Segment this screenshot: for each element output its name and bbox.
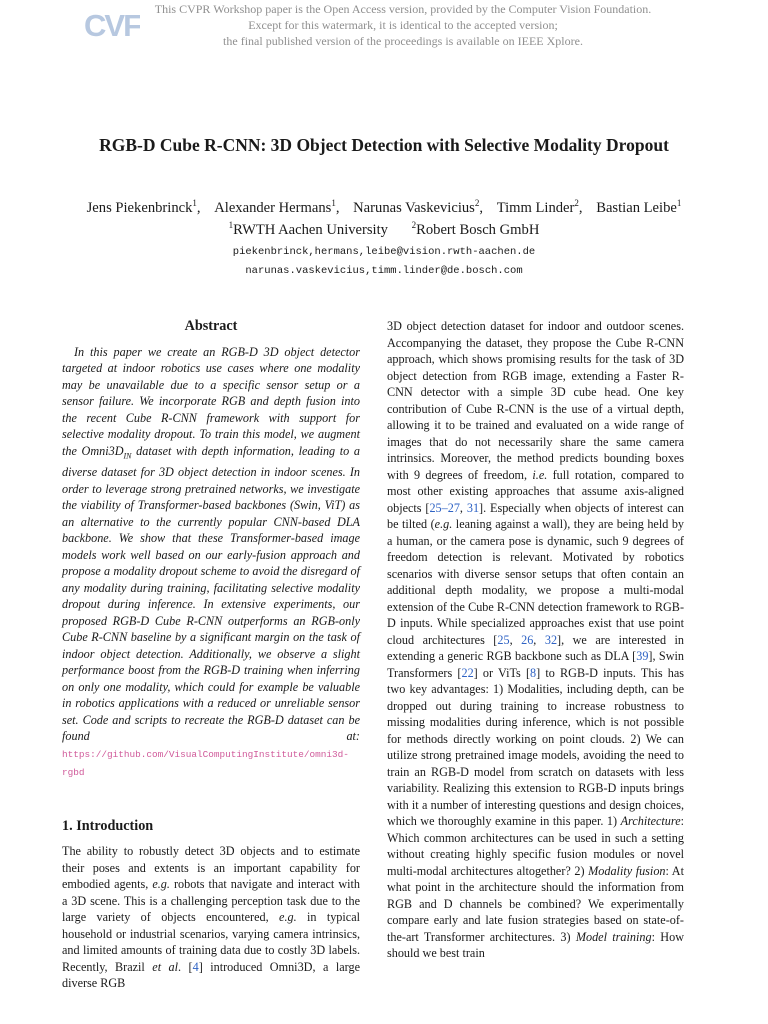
citation-link[interactable]: 27 bbox=[447, 500, 460, 515]
citation-range-dash: – bbox=[441, 500, 448, 515]
author-name: Bastian Leibe bbox=[596, 200, 677, 216]
author-affiliation-mark: 1 bbox=[192, 198, 197, 209]
citation-link[interactable]: 32 bbox=[544, 632, 558, 647]
author-affiliation-mark: 2 bbox=[574, 198, 579, 209]
abstract-heading: Abstract bbox=[184, 318, 238, 334]
left-column bbox=[62, 318, 360, 992]
author-list bbox=[20, 198, 748, 218]
body-text: ], Swin Transformers [ bbox=[387, 649, 684, 680]
right-column bbox=[387, 318, 684, 962]
body-text: , bbox=[459, 500, 467, 515]
cvf-logo bbox=[82, 6, 140, 42]
author: Jens Piekenbrinck$^1$, bbox=[86, 198, 201, 216]
citation-link[interactable]: 8 bbox=[530, 665, 537, 680]
author-affiliation-mark: 2 bbox=[474, 198, 480, 209]
email-list bbox=[20, 243, 748, 281]
citation-link[interactable]: 39 bbox=[636, 649, 649, 663]
body-italic: i.e. bbox=[532, 467, 548, 482]
citation-link[interactable]: 31 bbox=[466, 500, 480, 515]
abstract-text: In this paper we create an RGB-D 3D object detector targeted at indoor robotics use cases where one modality may be unavailable due to a specific sensor setup or a sensor failure. We incorporate RGB and depth fusion into the recent Cube R-CNN framework with support for selective modality dropout. To train this model, we augment the Omni3D bbox=[62, 344, 360, 458]
affiliation-name: RWTH Aachen University bbox=[233, 222, 388, 238]
author-affiliation-mark: 1 bbox=[676, 198, 682, 209]
body-italic: Model training bbox=[575, 929, 652, 944]
author-affiliation-mark: 1 bbox=[331, 198, 336, 209]
author-name: Jens Piekenbrinck bbox=[86, 200, 193, 216]
introduction-paragraph bbox=[62, 843, 360, 992]
affiliation-mark: 1 bbox=[228, 220, 234, 231]
watermark-notice bbox=[150, 1, 656, 49]
affiliation bbox=[229, 222, 388, 238]
citation-link[interactable]: 26 bbox=[521, 632, 534, 647]
intro-italic: et al bbox=[152, 959, 179, 974]
body-italic: Modality fusion bbox=[588, 863, 666, 878]
body-text: ] to RGB-D inputs. This has two key advantages: 1) Modalities, including depth, can be dropped out during training to increase robustness to missing modalities during inference, which is not possible for methods directly working on point clouds. 2) We can utilize strong pretrained image models, avoiding the need to train an RGB-D model from scratch on datasets with less variability. Realizing this extension to RGB-D inputs brings with it a number of interesting questions and design choices, which we thoroughly examine in this paper. 1) bbox=[387, 665, 685, 828]
paper-title: RGB-D Cube R-CNN: 3D Object Detection with Selective Modality Dropout bbox=[99, 135, 669, 155]
citation-link[interactable]: 4 bbox=[192, 959, 199, 974]
affiliation-name: Robert Bosch GmbH bbox=[416, 222, 540, 238]
intro-text: ] introduced Omni3D, a large diverse RGB bbox=[62, 959, 360, 991]
body-text: , bbox=[509, 632, 522, 647]
body-text: leaning against a wall), they are being held by a human, or the camera pose is dynamic, such 9 degrees of freedom detection is relevant. Motivated by robotics scenarios with diverse sensor setups that often contain an additional depth modality, we propose a multi-modal extension of the Cube R-CNN detection framework to RGB-D inputs. While specialized approaches exist that use point cloud architectures [ bbox=[387, 517, 685, 647]
author-name: Alexander Hermans bbox=[214, 200, 332, 216]
email-line: narunas.vaskevicius,timm.linder@de.bosch.com bbox=[245, 265, 523, 277]
intro-italic: e.g. bbox=[152, 877, 170, 892]
author bbox=[596, 200, 681, 216]
author-name: Narunas Vaskevicius bbox=[353, 200, 475, 216]
affiliation-mark: 2 bbox=[411, 220, 417, 231]
body-text: : How should we best train bbox=[387, 929, 684, 960]
email-line: piekenbrinck,hermans,leibe@vision.rwth-aachen.de bbox=[232, 246, 536, 258]
abstract-subscript: IN bbox=[123, 450, 132, 460]
body-text: full rotation, compared to most other existing approaches that assume axis-aligned objects [ bbox=[387, 467, 684, 515]
author: Narunas Vaskevicius$^2$, bbox=[353, 198, 484, 216]
abstract-body bbox=[62, 344, 360, 782]
cvf-logo-text: CVF bbox=[84, 8, 140, 42]
body-text: 3D object detection dataset for indoor and outdoor scenes. Accompanying the dataset, they propose the Cube R-CNN approach, which shows promising results for the task of 3D object detection from RGB image, extending a Faster R-CNN detector with a simple 3D cube head. One key contribution of Cube R-CNN is the use of a virtual depth, allowing it to be trained and evaluated on a wide range of images that do not necessarily share the same camera intrinsics. Moreover, the method predicts bounding boxes with 9 degrees of freedom, bbox=[387, 319, 684, 482]
watermark-line-3: the final published version of the proceedings is available on IEEE Xplore. bbox=[223, 34, 583, 48]
body-text: , bbox=[533, 632, 545, 647]
intro-text: . [ bbox=[178, 959, 193, 974]
body-italic: e.g. bbox=[434, 517, 453, 531]
body-text: : At what point in the architecture should the information from RGB and D channels be combined? We experimentally compare early and late fusion strategies based on state-of-the-art Transformer architectures. 3) bbox=[387, 863, 684, 944]
body-text: ]. Especially when objects of interest can be tilted ( bbox=[387, 500, 684, 531]
body-text: ] or ViTs [ bbox=[473, 665, 531, 680]
author: Alexander Hermans$^1$, bbox=[214, 198, 340, 216]
intro-text: robots that navigate and interact with a 3D scene. This is a challenging perception task due to the large variety of objects encountered, bbox=[62, 877, 360, 925]
body-italic: Architecture bbox=[620, 814, 681, 828]
body-text: : Which common architectures can be used in such a setting without creating highly specific fusion modules or novel multi-modal architectures altogether? 2) bbox=[387, 814, 684, 878]
code-repository-link[interactable]: https://github.com/VisualComputingInstitute/omni3d-rgbd bbox=[62, 748, 349, 779]
section-heading-introduction: 1. Introduction bbox=[62, 817, 154, 834]
watermark-line-1: This CVPR Workshop paper is the Open Access version, provided by the Computer Vision Foundation. bbox=[154, 2, 652, 16]
watermark-line-2: Except for this watermark, it is identical to the accepted version; bbox=[248, 18, 558, 32]
abstract-text-continued: dataset with depth information, leading to a diverse dataset for 3D object detection in indoor scenes. In order to leverage strong pretrained networks, we investigate the viability of Transformer-based backbones (Swin, ViT) as an alternative to the currently popular CNN-based DLA backbone. We show that these Transformer-based image models work well based on our early-fusion approach and propose a modality dropout scheme to avoid the disregard of any modality during training, facilitating selective modality dropout during inference. In extensive experiments, our proposed RGB-D Cube R-CNN outperforms an RGB-only Cube R-CNN baseline by a significant margin on the task of indoor object detection. Additionally, we observe a slight performance boost from the RGB-D training when inferring on only one modality, which could for example be valuable in robotics applications with a reduced or unreliable sensor set. Code and scripts to recreate the RGB-D dataset can be found at: bbox=[62, 443, 360, 744]
author-name: Timm Linder bbox=[496, 200, 575, 216]
intro-italic: e.g. bbox=[279, 910, 297, 925]
citation-link[interactable]: 22 bbox=[461, 665, 474, 680]
intro-text: in typical household or industrial scenarios, varying camera intrinsics, and limited amounts of training data due to costly 3D labels. Recently, Brazil bbox=[62, 910, 360, 974]
author: Timm Linder$^2$, bbox=[496, 198, 583, 216]
affiliation bbox=[412, 222, 540, 238]
intro-text: The ability to robustly detect 3D objects and to estimate their poses and extents is an important capability for embodied agents, bbox=[62, 844, 360, 892]
right-column-paragraph bbox=[387, 318, 684, 962]
citation-link[interactable]: 25 bbox=[497, 632, 510, 647]
affiliation-list bbox=[20, 220, 748, 240]
citation-link[interactable]: 25 bbox=[429, 500, 442, 515]
body-text: ], we are interested in extending a generic RGB backbone such as DLA [ bbox=[387, 632, 685, 663]
